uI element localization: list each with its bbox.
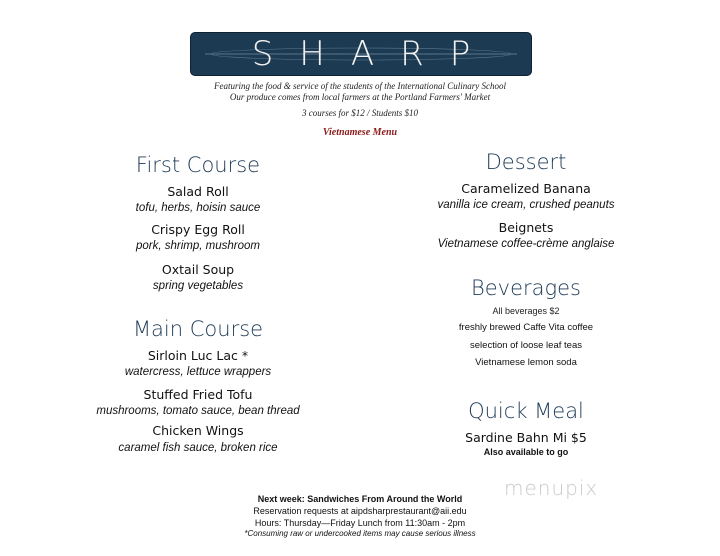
- menu-item-desc: watercress, lettuce wrappers: [124, 366, 272, 378]
- menu-item-name: Beignets: [498, 220, 554, 235]
- tagline-2: Our produce comes from local farmers at the Portland Farmers' Market: [229, 92, 491, 102]
- menupix-watermark: menupix: [504, 476, 599, 500]
- footer-next-week: Next week: Sandwiches From Around the World: [257, 494, 463, 504]
- menu-title: Vietnamese Menu: [322, 127, 398, 138]
- first-course-heading: First Course: [135, 153, 261, 177]
- quick-meal-heading: Quick Meal: [468, 399, 584, 423]
- main-course-heading: Main Course: [132, 317, 264, 341]
- footer-reservations: Reservation requests at aipdsharprestaurant@aii.edu: [253, 506, 467, 516]
- pricing: 3 courses for $12 / Students $10: [302, 108, 418, 118]
- menu-item-name: Chicken Wings: [152, 423, 244, 438]
- menu-item-name: Stuffed Fried Tofu: [143, 387, 253, 402]
- sharp-logo: [191, 33, 531, 75]
- menu-item-name: Oxtail Soup: [161, 262, 235, 277]
- menu-item-name: Salad Roll: [167, 184, 229, 199]
- menu-item-desc: tofu, herbs, hoisin sauce: [135, 202, 261, 214]
- dessert-heading: Dessert: [485, 150, 567, 174]
- menu-item-name: Caramelized Banana: [461, 181, 591, 196]
- beverage-item: freshly brewed Caffe Vita coffee: [458, 322, 594, 333]
- beverage-item: selection of loose leaf teas: [470, 340, 582, 351]
- menu-item-name: Crispy Egg Roll: [151, 222, 245, 237]
- logo-text: SHARP: [251, 34, 497, 74]
- menu-item-desc: Vietnamese coffee-crème anglaise: [437, 238, 615, 250]
- footer-hours: Hours: Thursday—Friday Lunch from 11:30am - 2pm: [254, 518, 466, 528]
- menu-item-name: Sirloin Luc Lac *: [147, 348, 249, 363]
- quick-meal-item: Sardine Bahn Mi $5: [465, 430, 587, 445]
- footer-disclaimer: *Consuming raw or undercooked items may cause serious illness: [244, 529, 476, 538]
- menu-item-desc: pork, shrimp, mushroom: [136, 240, 260, 252]
- menu-item-desc: caramel fish sauce, broken rice: [118, 442, 278, 454]
- quick-meal-note: Also available to go: [483, 447, 569, 457]
- menu-item-desc: vanilla ice cream, crushed peanuts: [437, 199, 615, 211]
- beverage-item: Vietnamese lemon soda: [475, 357, 577, 368]
- tagline-1: Featuring the food & service of the students of the International Culinary School: [214, 81, 506, 91]
- beverages-heading: Beverages: [471, 276, 581, 300]
- menu-item-desc: mushrooms, tomato sauce, bean thread: [96, 405, 300, 417]
- menu-item-desc: spring vegetables: [152, 280, 244, 292]
- beverages-note: All beverages $2: [492, 306, 560, 316]
